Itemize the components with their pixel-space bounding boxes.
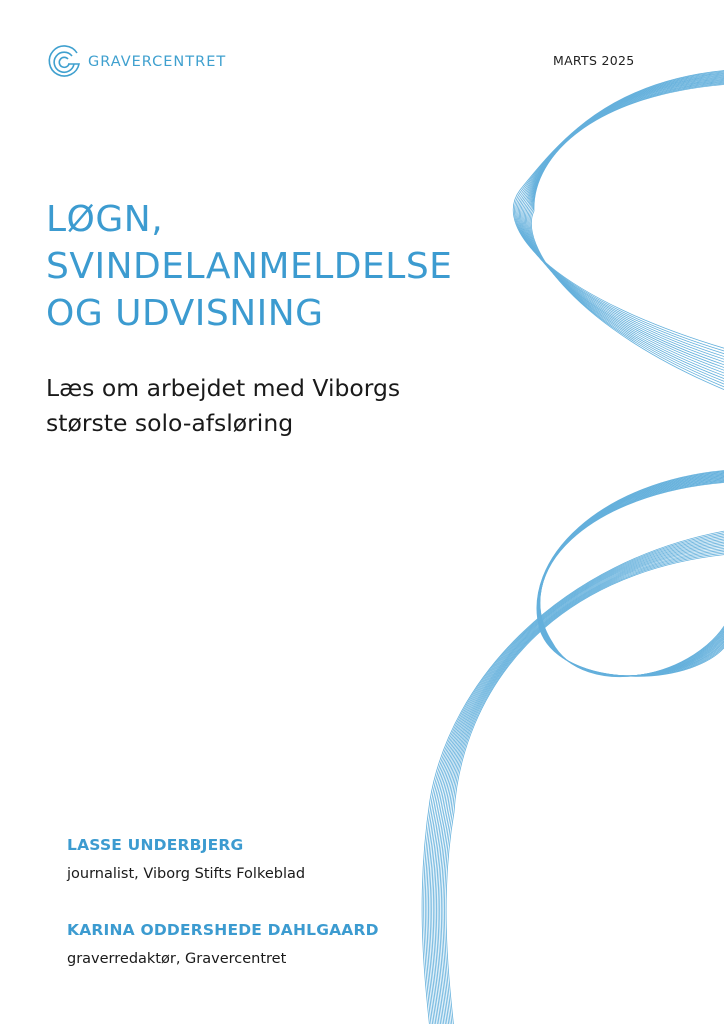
author-role: graverredaktør, Gravercentret <box>67 951 287 967</box>
wave-line <box>438 546 724 1024</box>
author-name: KARINA ODDERSHEDE DAHLGAARD <box>67 921 379 939</box>
wave-line <box>440 548 724 1024</box>
wave-line <box>443 551 724 1024</box>
author-role: journalist, Viborg Stifts Folkeblad <box>67 866 306 882</box>
wave-line <box>425 533 724 1024</box>
subtitle-line: største solo-afsløring <box>46 409 294 437</box>
wave-line <box>430 538 724 1024</box>
wave-line <box>540 479 724 676</box>
wave-line <box>444 552 724 1024</box>
wave-line <box>436 544 724 1024</box>
logo-text: GRAVERCENTRET <box>88 54 227 70</box>
concentric-g-logo-icon <box>46 44 82 80</box>
publication-date: MARTS 2025 <box>553 53 635 68</box>
wave-line <box>539 478 724 676</box>
wave-line <box>433 541 724 1024</box>
wave-line <box>540 481 724 676</box>
wave-line <box>538 474 724 676</box>
author-name: LASSE UNDERBJERG <box>67 836 244 854</box>
subtitle-line: Læs om arbejdet med Viborgs <box>46 374 401 402</box>
wave-line <box>435 543 724 1024</box>
gravercentret-logo <box>46 44 226 80</box>
title-line: SVINDELANMELDELSE <box>46 246 453 287</box>
wave-line <box>441 549 724 1024</box>
wave-line <box>432 540 724 1024</box>
wave-line <box>428 536 724 1024</box>
wave-line <box>427 535 724 1024</box>
title-line: LØGN, <box>46 199 164 240</box>
wave-line <box>540 480 724 677</box>
page-title <box>46 196 566 337</box>
wave-line <box>540 482 724 677</box>
subtitle <box>46 371 546 441</box>
wave-line <box>540 480 724 676</box>
wave-line <box>446 554 724 1024</box>
title-line: OG UDVISNING <box>46 293 324 334</box>
